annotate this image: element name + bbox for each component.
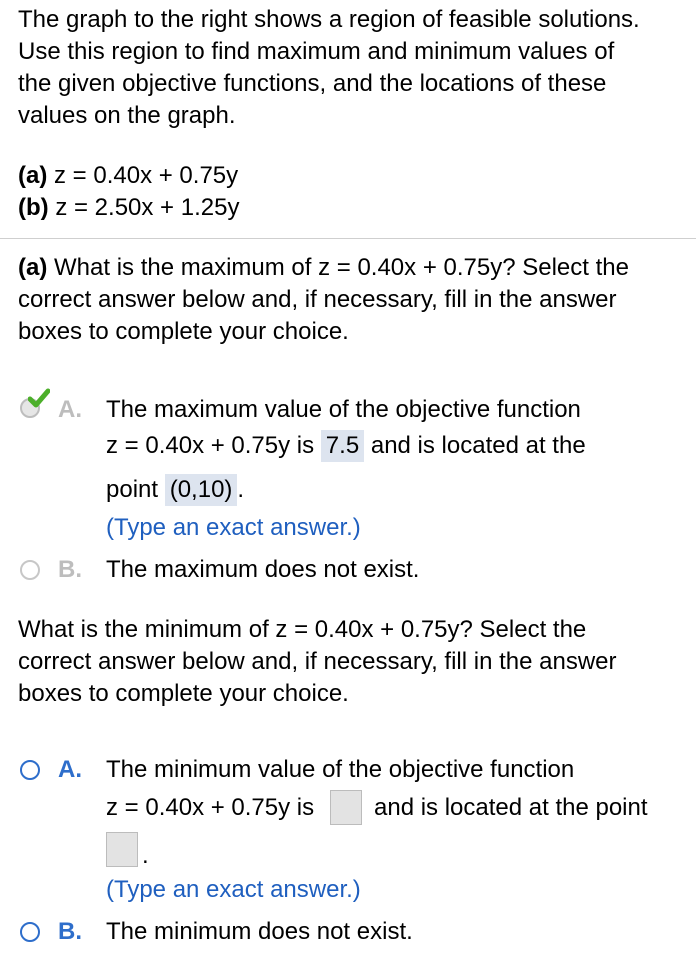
- objective-functions: [18, 160, 239, 224]
- min-choice-b-text: The minimum does not exist.: [106, 918, 413, 945]
- intro-line: Use this region to find maximum and minimum values of: [18, 38, 615, 65]
- question-line: boxes to complete your choice.: [18, 680, 349, 707]
- check-mark-icon: [28, 388, 50, 410]
- part-b-label: (b): [18, 194, 49, 221]
- question-line: What is the minimum of z = 0.40x + 0.75y? Select the: [18, 616, 587, 643]
- question-minimum: [18, 614, 690, 710]
- min-choice-b-letter: B.: [58, 918, 82, 945]
- question-text: What is the maximum of z = 0.40x + 0.75y? Select the: [54, 254, 629, 281]
- min-choice-b-radio[interactable]: [20, 922, 40, 942]
- question-line: correct answer below and, if necessary, fill in the answer: [18, 648, 617, 675]
- max-choice-b-text: The maximum does not exist.: [106, 556, 420, 583]
- min-choice-a-radio[interactable]: [20, 760, 40, 780]
- max-point-answer-box[interactable]: (0,10): [165, 474, 238, 506]
- part-a-function-line: [18, 160, 239, 192]
- problem-intro: [18, 4, 690, 132]
- min-choice-a-hint: (Type an exact answer.): [106, 876, 361, 903]
- question-line: boxes to complete your choice.: [18, 318, 349, 345]
- period: .: [142, 842, 149, 869]
- max-choice-a-letter: A.: [58, 396, 82, 423]
- min-point-answer-box[interactable]: [106, 832, 138, 867]
- intro-line: values on the graph.: [18, 102, 236, 129]
- max-function-text: z = 0.40x + 0.75y is: [106, 432, 315, 459]
- question-part-label: (a): [18, 254, 48, 281]
- question-line: correct answer below and, if necessary, fill in the answer: [18, 286, 617, 313]
- max-choice-a-line3: [106, 474, 244, 506]
- max-choice-b-letter: B.: [58, 556, 82, 583]
- min-choice-a-line1: The minimum value of the objective function: [106, 756, 575, 783]
- point-label: point: [106, 476, 159, 503]
- max-choice-a-line2: [106, 430, 586, 462]
- period: .: [237, 476, 245, 503]
- min-choice-a-letter: A.: [58, 756, 82, 783]
- max-choice-a-line1: The maximum value of the objective function: [106, 396, 581, 423]
- part-b-function: z = 2.50x + 1.25y: [55, 194, 240, 221]
- part-a-label: (a): [18, 162, 48, 189]
- min-choice-a-function-text: z = 0.40x + 0.75y is: [106, 794, 315, 821]
- intro-line: The graph to the right shows a region of feasible solutions.: [18, 6, 640, 33]
- question-line: [18, 252, 690, 284]
- intro-line: the given objective functions, and the locations of these: [18, 70, 607, 97]
- min-choice-a-location-text: and is located at the point: [374, 794, 648, 821]
- part-a-function: z = 0.40x + 0.75y: [54, 162, 239, 189]
- max-choice-b-radio[interactable]: [20, 560, 40, 580]
- max-value-answer-box[interactable]: 7.5: [321, 430, 364, 462]
- max-choice-a-hint: (Type an exact answer.): [106, 514, 361, 541]
- max-location-text: and is located at the: [370, 432, 586, 459]
- min-value-answer-box[interactable]: [330, 790, 362, 825]
- question-maximum: [18, 252, 690, 348]
- section-divider: [0, 238, 696, 239]
- part-b-function-line: [18, 192, 239, 224]
